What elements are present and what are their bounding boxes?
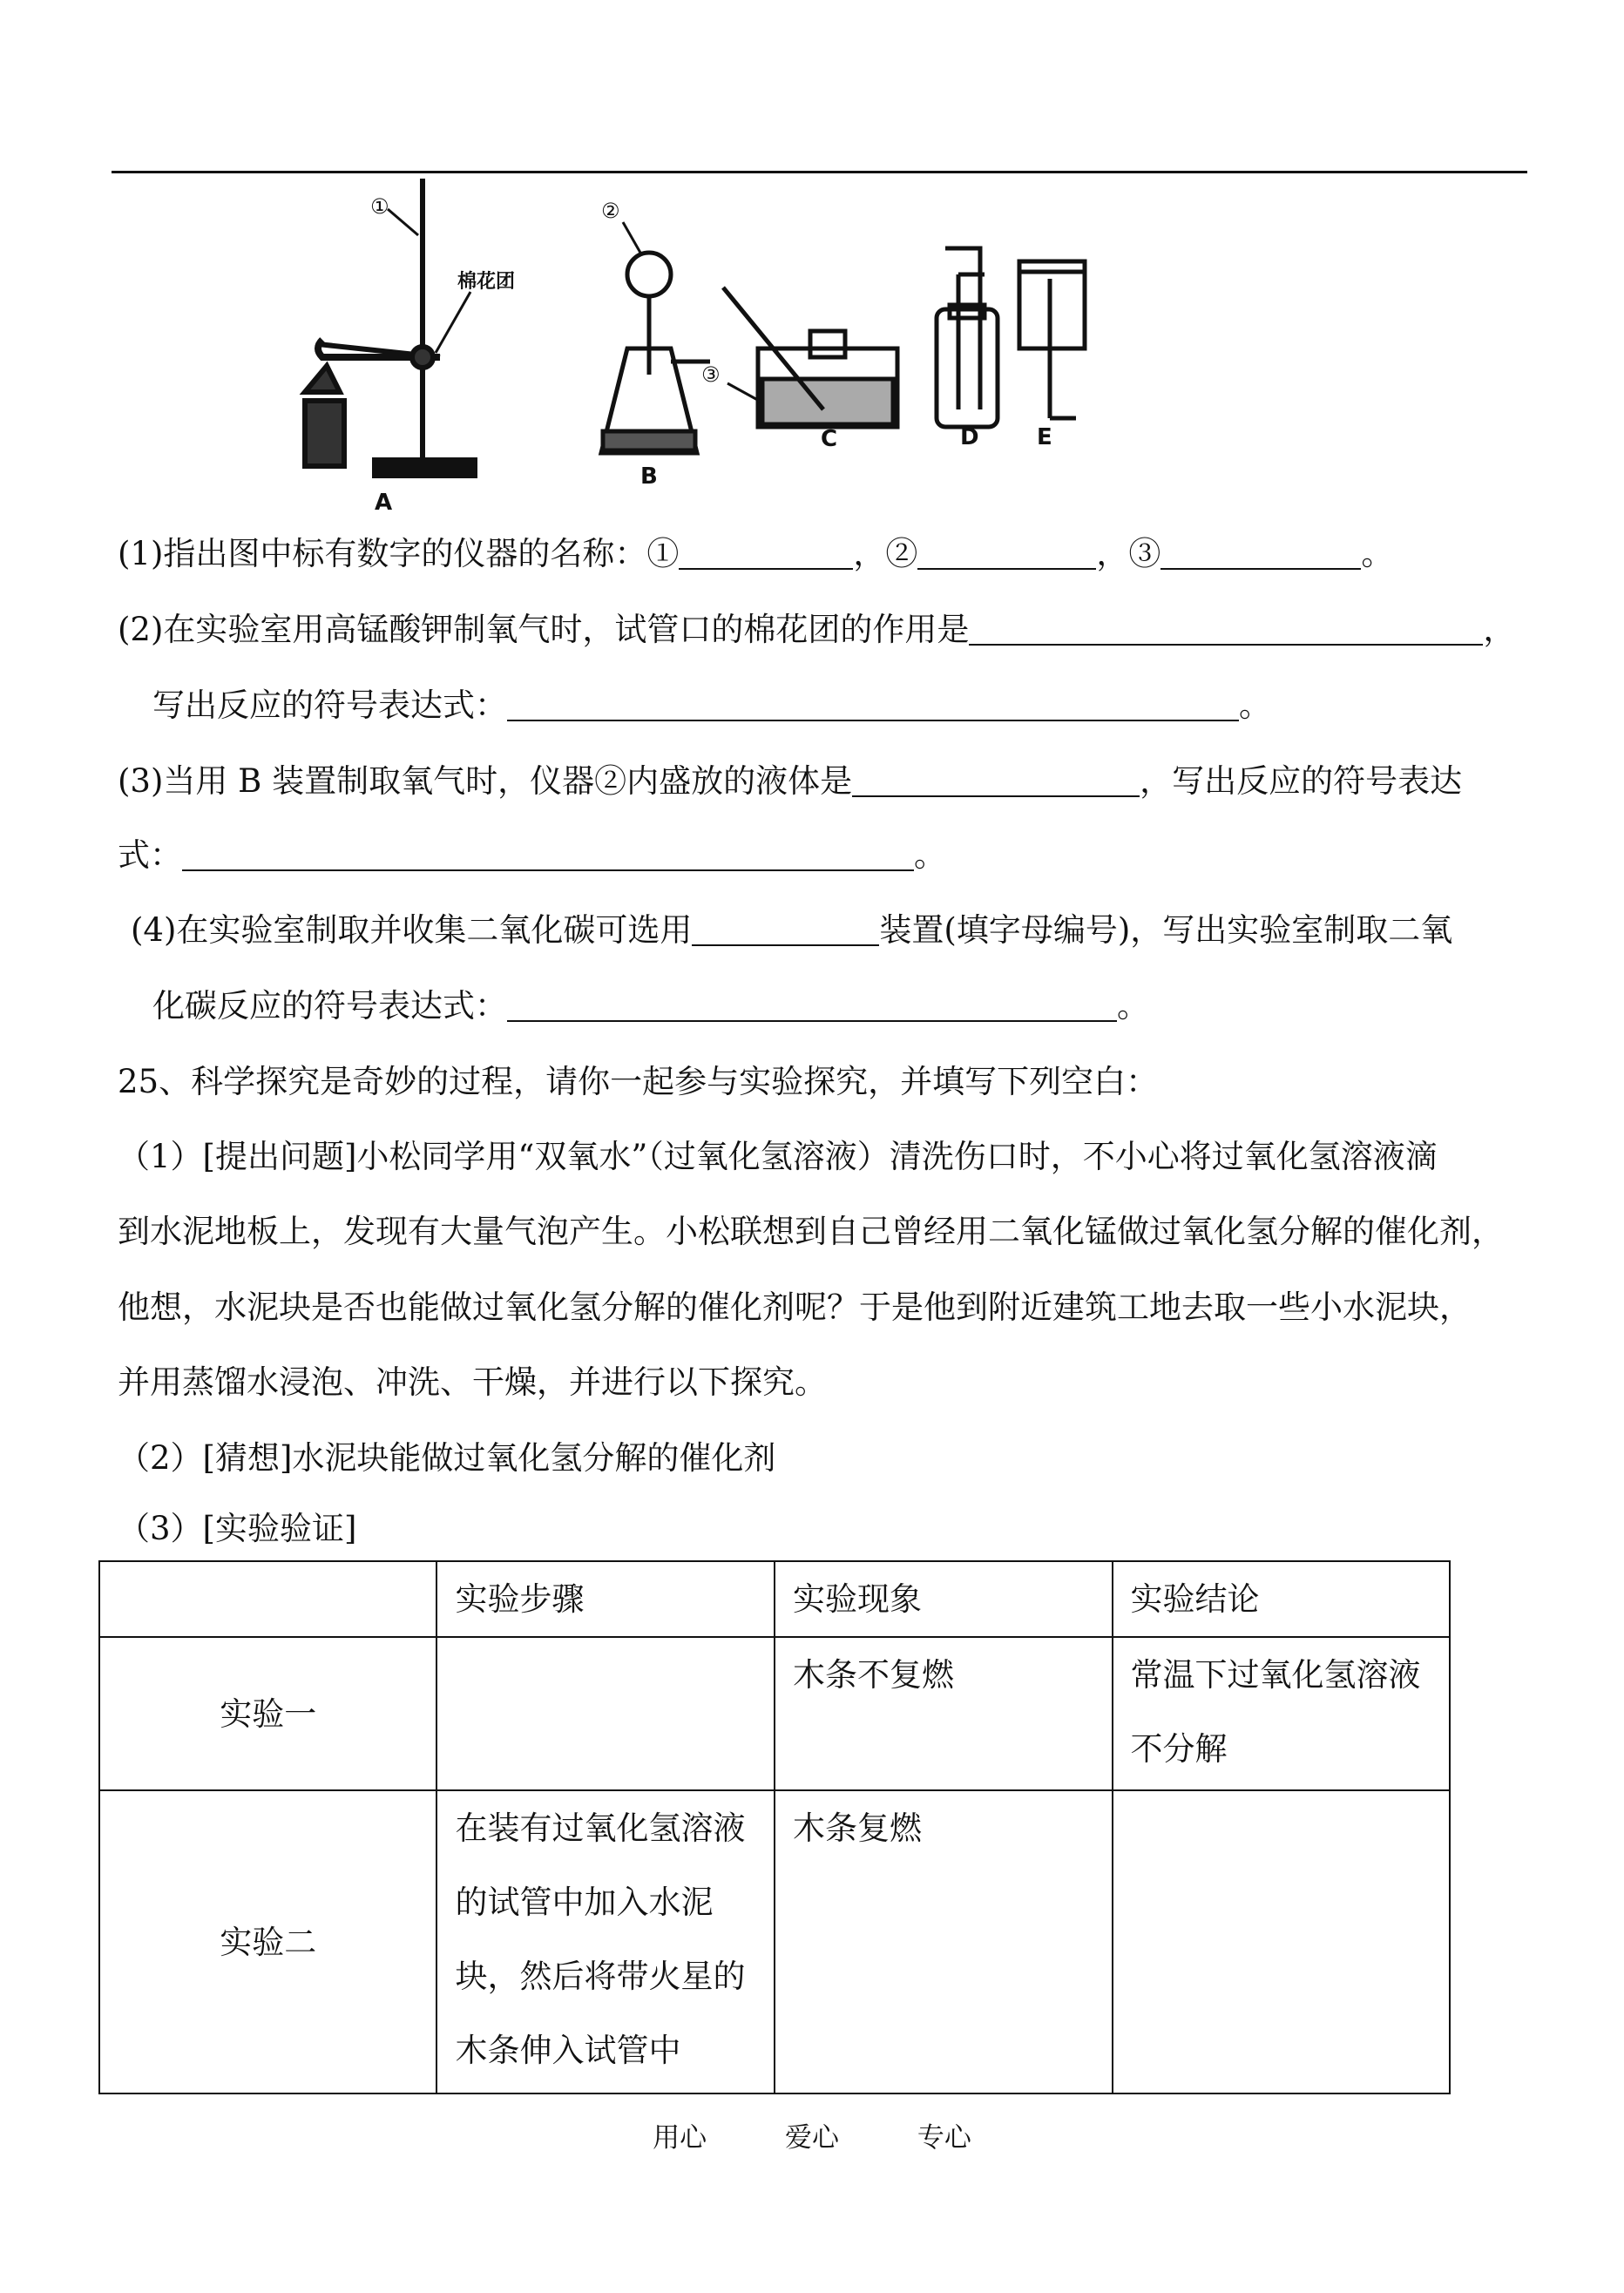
q2-line2: 写出反应的符号表达式： xyxy=(152,687,507,724)
footer-item-3: 专心 xyxy=(917,2122,971,2154)
q3-line2-end: 。 xyxy=(914,836,946,874)
label-a: A xyxy=(375,490,393,514)
answer-blank-equation-2[interactable] xyxy=(182,838,914,871)
header-steps: 实验步骤 xyxy=(436,1561,775,1637)
q3-line1: (3)当用 B 装置制取氧气时，仪器②内盛放的液体是 xyxy=(118,762,853,800)
question-2-line-2 xyxy=(152,684,1271,727)
footer-item-2: 爱心 xyxy=(785,2122,839,2154)
row1-conclusion: 常温下过氧化氢溶液不分解 xyxy=(1113,1637,1451,1790)
question-2-line-1 xyxy=(118,608,1515,652)
table-header-row xyxy=(99,1561,1450,1637)
apparatus-e xyxy=(1019,261,1085,418)
question-4-line-1 xyxy=(131,909,1452,952)
answer-blank-3[interactable] xyxy=(1160,537,1361,570)
question-4-line-2 xyxy=(152,984,1149,1028)
question-3-line-1 xyxy=(118,760,1462,803)
q25-verification-title: （3）[实验验证] xyxy=(118,1510,357,1547)
q25-paragraph-line-2: 到水泥地板上，发现有大量气泡产生。小松联想到自己曾经用二氧化锰做过氧化氢分解的催化剂， xyxy=(118,1213,1504,1250)
q4-line2-end: 。 xyxy=(1117,987,1149,1025)
q1-end: 。 xyxy=(1361,535,1394,572)
page-footer xyxy=(0,2115,1624,2154)
q4-line1-end: 装置(填字母编号)，写出实验室制取二氧 xyxy=(879,911,1453,949)
question-3-line-2 xyxy=(118,834,946,877)
row2-steps: 在装有过氧化氢溶液的试管中加入水泥块，然后将带火星的木条伸入试管中 xyxy=(436,1790,775,2093)
apparatus-c xyxy=(723,287,897,427)
answer-blank-equation-1[interactable] xyxy=(507,688,1239,721)
row1-steps-cell[interactable] xyxy=(436,1637,775,1790)
row1-phenomenon: 木条不复燃 xyxy=(775,1637,1112,1790)
label-marker-3: ③ xyxy=(701,362,721,387)
answer-blank-1[interactable] xyxy=(679,537,853,570)
q3-line2: 式： xyxy=(118,836,182,874)
q1-sep1: ，② xyxy=(853,535,918,572)
experiment-table xyxy=(98,1560,1451,2094)
q3-line1-end: ，写出反应的符号表达 xyxy=(1140,762,1463,800)
header-phenomenon: 实验现象 xyxy=(775,1561,1112,1637)
q2-line1-end: ， xyxy=(1483,611,1516,648)
label-b: B xyxy=(640,463,658,490)
question-1 xyxy=(118,532,1393,576)
header-conclusion: 实验结论 xyxy=(1113,1561,1451,1637)
row2-name: 实验二 xyxy=(99,1790,436,2093)
answer-blank-2[interactable] xyxy=(917,537,1096,570)
header-rule xyxy=(112,171,1527,173)
q25-hypothesis: （2）[猜想]水泥块能做过氧化氢分解的催化剂 xyxy=(118,1439,776,1477)
answer-blank-cotton-purpose[interactable] xyxy=(969,612,1483,646)
row2-conclusion-cell[interactable] xyxy=(1113,1790,1451,2093)
apparatus-figure xyxy=(288,174,1246,514)
q25-paragraph-line-1: （1）[提出问题]小松同学用“双氧水”（过氧化氢溶液）清洗伤口时，不小心将过氧化氢溶液滴 xyxy=(118,1138,1438,1175)
header-empty xyxy=(99,1561,436,1637)
apparatus-b xyxy=(601,253,710,453)
label-cotton: 棉花团 xyxy=(457,271,516,293)
row1-name: 实验一 xyxy=(99,1637,436,1790)
footer-item-1: 用心 xyxy=(653,2122,707,2154)
answer-blank-equation-3[interactable] xyxy=(507,989,1117,1022)
q4-line1: (4)在实验室制取并收集二氧化碳可选用 xyxy=(131,911,693,949)
table-row xyxy=(99,1637,1450,1790)
q2-line2-end: 。 xyxy=(1239,687,1271,724)
label-d: D xyxy=(960,424,979,450)
label-marker-1: ① xyxy=(370,194,389,219)
q2-line1: (2)在实验室用高锰酸钾制氧气时，试管口的棉花团的作用是 xyxy=(118,611,970,648)
q1-sep2: ，③ xyxy=(1096,535,1161,572)
answer-blank-device[interactable] xyxy=(692,913,879,946)
label-e: E xyxy=(1037,424,1052,450)
label-marker-2: ② xyxy=(601,199,620,223)
apparatus-d xyxy=(937,248,998,427)
label-c: C xyxy=(821,426,838,452)
q1-text: (1)指出图中标有数字的仪器的名称：① xyxy=(118,535,680,572)
q4-line2: 化碳反应的符号表达式： xyxy=(152,987,507,1025)
answer-blank-liquid[interactable] xyxy=(852,764,1140,797)
table-row xyxy=(99,1790,1450,2093)
question-25-intro: 25、科学探究是奇妙的过程，请你一起参与实验探究，并填写下列空白： xyxy=(118,1063,1159,1100)
q25-paragraph-line-4: 并用蒸馏水浸泡、冲洗、干燥，并进行以下探究。 xyxy=(118,1363,827,1401)
q25-paragraph-line-3: 他想，水泥块是否也能做过氧化氢分解的催化剂呢？于是他到附近建筑工地去取一些小水泥块， xyxy=(118,1289,1472,1326)
row2-phenomenon: 木条复燃 xyxy=(775,1790,1112,2093)
